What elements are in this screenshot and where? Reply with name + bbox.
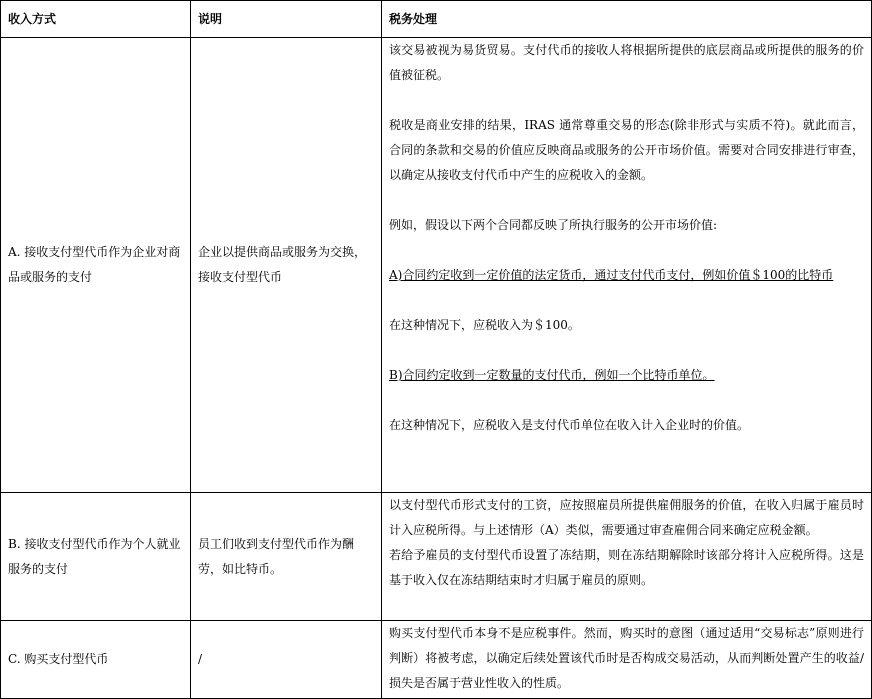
treatment-paragraph: 在这种情况下，应税收入为＄100。 (389, 318, 580, 332)
row-b-description: 员工们收到支付型代币作为酬劳，如比特币。 (191, 493, 382, 621)
header-tax-treatment: 税务处理 (382, 1, 872, 38)
treatment-paragraph: 购买支付型代币本身不是应税事件。然而，购买时的意图（通过适用“交易标志”原则进行判断）将被考虑，以确定后续处置该代币时是否构成交易活动，从而判断处置产生的收益/损失是否属于营业性收入的性质。 (389, 626, 864, 690)
row-c-method: C. 购买支付型代币 (1, 621, 191, 699)
header-description: 说明 (191, 1, 382, 38)
row-a-treatment (382, 38, 872, 493)
treatment-paragraph: 在这种情况下，应税收入是支付代币单位在收入计入企业时的价值。 (389, 418, 750, 432)
treatment-paragraph: 例如，假设以下两个合同都反映了所执行服务的公开市场价值: (389, 218, 718, 232)
table-row (1, 621, 872, 699)
table-row (1, 493, 872, 621)
example-b: B)合同约定收到一定数量的支付代币，例如一个比特币单位。 (389, 368, 715, 382)
row-c-treatment (382, 621, 872, 699)
header-income-method: 收入方式 (1, 1, 191, 38)
treatment-paragraph: 以支付型代币形式支付的工资，应按照雇员所提供雇佣服务的价值，在收入归属于雇员时计入应税所得。与上述情形（A）类似，需要通过审查雇佣合同来确定应税金额。 (389, 498, 864, 537)
example-a: A)合同约定收到一定价值的法定货币，通过支付代币支付，例如价值＄100的比特币 (389, 268, 834, 282)
row-c-description: / (191, 621, 382, 699)
treatment-paragraph: 税收是商业安排的结果，IRAS 通常尊重交易的形态(除非形式与实质不符)。就此而言，合同的条款和交易的价值应反映商品或服务的公开市场价值。需要对合同安排进行审查，以确定从接收支付代币中产生的应税收入的金额。 (389, 118, 864, 182)
header-row (1, 1, 872, 38)
row-a-description: 企业以提供商品或服务为交换，接收支付型代币 (191, 38, 382, 493)
row-b-treatment (382, 493, 872, 621)
row-b-method: B. 接收支付型代币作为个人就业服务的支付 (1, 493, 191, 621)
row-a-method: A. 接收支付型代币作为企业对商品或服务的支付 (1, 38, 191, 493)
treatment-paragraph: 该交易被视为易货贸易。支付代币的接收人将根据所提供的底层商品或所提供的服务的价值被征税。 (389, 43, 864, 82)
treatment-paragraph: 若给予雇员的支付型代币设置了冻结期，则在冻结期解除时该部分将计入应税所得。这是基于收入仅在冻结期结束时才归属于雇员的原则。 (389, 548, 864, 587)
table-row (1, 38, 872, 493)
